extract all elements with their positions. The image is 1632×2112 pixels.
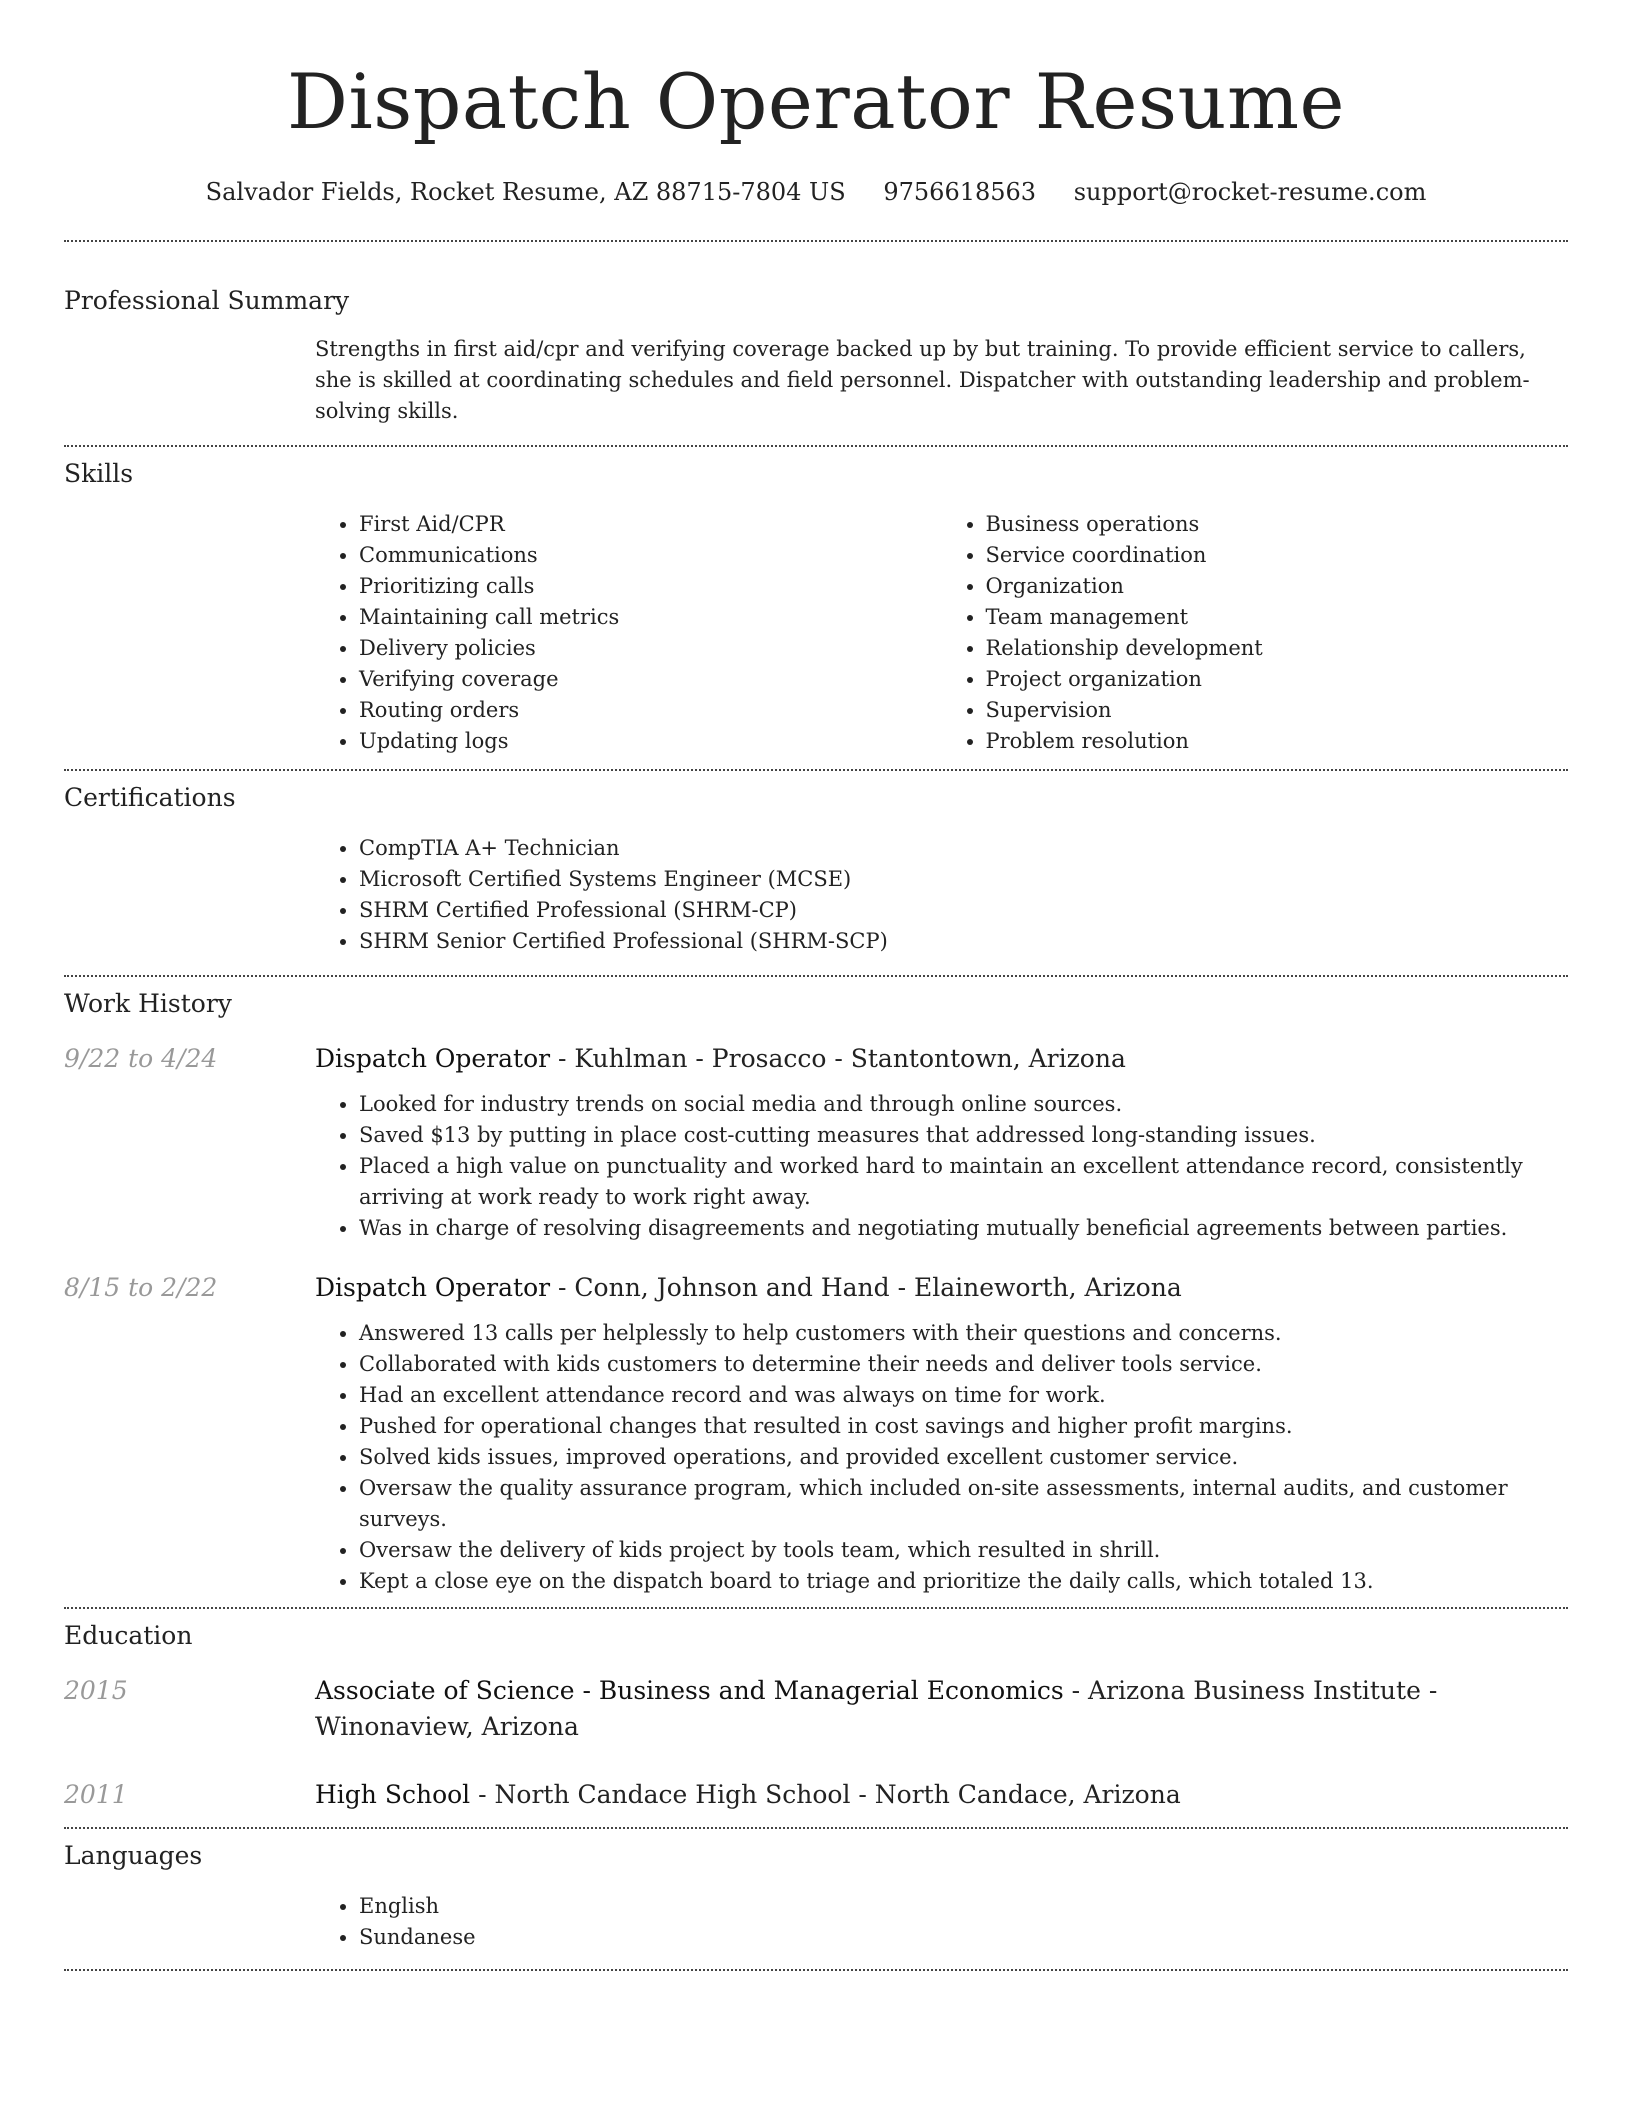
job-title: Dispatch Operator <box>315 1273 551 1302</box>
list-item: • Routing orders <box>359 695 942 726</box>
work-entry <box>64 1041 1568 1244</box>
section-title-certifications: Certifications <box>64 783 236 812</box>
contact-email: support@rocket-resume.com <box>1073 178 1427 206</box>
work-dates: 9/22 to 4/24 <box>64 1044 218 1073</box>
degree-name: Associate of Science - Business and Managerial Economics <box>315 1676 1064 1705</box>
list-item: • Verifying coverage <box>359 664 942 695</box>
list-item: • Maintaining call metrics <box>359 602 942 633</box>
education-entry-body <box>315 1777 1568 1813</box>
work-bullets <box>315 1318 1568 1597</box>
skills-columns <box>315 509 1568 757</box>
list-item: • Delivery policies <box>359 633 942 664</box>
list-item: • English <box>359 1891 1568 1922</box>
list-item: • SHRM Senior Certified Professional (SHRM-SCP) <box>359 926 1568 957</box>
list-item: • Pushed for operational changes that resulted in cost savings and higher profit margins. <box>359 1411 1568 1442</box>
education-entry <box>64 1673 1568 1745</box>
page-title: Dispatch Operator Resume <box>287 57 1345 146</box>
summary-text: Strengths in first aid/cpr and verifying coverage backed up by but training. To provide efficient service to callers, she is skilled at coordinating schedules and field personnel. Dispatcher with outstanding leadership and problem-solving skills. <box>315 337 1530 423</box>
contact-line <box>64 174 1568 210</box>
education-entry-heading <box>315 1673 1568 1745</box>
education-entry-body <box>315 1673 1568 1745</box>
contact-address: Salvador Fields, Rocket Resume, AZ 88715-7804 US <box>205 178 846 206</box>
list-item: • Prioritizing calls <box>359 571 942 602</box>
education-entry-heading <box>315 1777 1568 1813</box>
skills-list-right <box>942 509 1569 757</box>
list-item: • SHRM Certified Professional (SHRM-CP) <box>359 895 1568 926</box>
list-item: • Project organization <box>986 664 1569 695</box>
list-item: • Saved $13 by putting in place cost-cutting measures that addressed long-standing issues. <box>359 1120 1568 1151</box>
list-item: • Business operations <box>986 509 1569 540</box>
list-item: • Oversaw the delivery of kids project by tools team, which resulted in shrill. <box>359 1535 1568 1566</box>
certifications-list <box>315 833 1568 957</box>
languages-content <box>315 1891 1568 1953</box>
work-entry-heading <box>315 1041 1568 1077</box>
section-title-skills: Skills <box>64 459 134 488</box>
list-item: • Communications <box>359 540 942 571</box>
list-item: • Answered 13 calls per helplessly to help customers with their questions and concerns. <box>359 1318 1568 1349</box>
list-item: • Placed a high value on punctuality and worked hard to maintain an excellent attendance record, consistently arriving at work ready to work right away. <box>359 1151 1568 1213</box>
work-entry <box>64 1270 1568 1597</box>
job-title: Dispatch Operator <box>315 1044 551 1073</box>
list-item: • Supervision <box>986 695 1569 726</box>
list-item: • Kept a close eye on the dispatch board to triage and prioritize the daily calls, which totaled 13. <box>359 1566 1568 1597</box>
skills-section <box>64 447 1568 769</box>
list-item: • Organization <box>986 571 1569 602</box>
education-section <box>64 1609 1568 1827</box>
section-title-summary: Professional Summary <box>64 286 350 315</box>
list-item: • Sundanese <box>359 1922 1568 1953</box>
education-year: 2011 <box>64 1780 128 1809</box>
work-entry-body <box>315 1270 1568 1597</box>
school-location: - North Candace High School - North Candace, Arizona <box>470 1780 1181 1809</box>
school-location: - Arizona Business Institute - Winonaview, Arizona <box>315 1676 1438 1741</box>
list-item: • Updating logs <box>359 726 942 757</box>
degree-name: High School <box>315 1780 471 1809</box>
work-entry-heading <box>315 1270 1568 1306</box>
work-bullets <box>315 1089 1568 1244</box>
education-year: 2015 <box>64 1676 128 1705</box>
list-item: • Collaborated with kids customers to determine their needs and deliver tools service. <box>359 1349 1568 1380</box>
list-item: • Was in charge of resolving disagreements and negotiating mutually beneficial agreements between parties. <box>359 1213 1568 1244</box>
section-title-work-history: Work History <box>64 989 232 1018</box>
list-item: • Relationship development <box>986 633 1569 664</box>
job-employer-location: - Kuhlman - Prosacco - Stantontown, Arizona <box>550 1044 1126 1073</box>
certifications-section <box>64 771 1568 975</box>
skills-list-left <box>315 509 942 757</box>
list-item: • First Aid/CPR <box>359 509 942 540</box>
list-item: • Service coordination <box>986 540 1569 571</box>
list-item: • Oversaw the quality assurance program, which included on-site assessments, internal audits, and customer surveys. <box>359 1473 1568 1535</box>
list-item: • Had an excellent attendance record and was always on time for work. <box>359 1380 1568 1411</box>
section-divider <box>64 1969 1568 1971</box>
section-title-education: Education <box>64 1621 193 1650</box>
contact-phone: 9756618563 <box>883 178 1037 206</box>
languages-section <box>64 1829 1568 1969</box>
summary-section <box>64 242 1568 445</box>
list-item: • Solved kids issues, improved operations, and provided excellent customer service. <box>359 1442 1568 1473</box>
work-dates: 8/15 to 2/22 <box>64 1273 218 1302</box>
certifications-content <box>315 833 1568 957</box>
list-item: • Problem resolution <box>986 726 1569 757</box>
languages-list <box>315 1891 1568 1953</box>
list-item: • Microsoft Certified Systems Engineer (MCSE) <box>359 864 1568 895</box>
education-entry <box>64 1777 1568 1813</box>
work-history-section <box>64 977 1568 1607</box>
list-item: • Looked for industry trends on social media and through online sources. <box>359 1089 1568 1120</box>
job-employer-location: - Conn, Johnson and Hand - Elaineworth, Arizona <box>550 1273 1182 1302</box>
list-item: • CompTIA A+ Technician <box>359 833 1568 864</box>
section-title-languages: Languages <box>64 1841 203 1870</box>
work-entry-body <box>315 1041 1568 1244</box>
list-item: • Team management <box>986 602 1569 633</box>
